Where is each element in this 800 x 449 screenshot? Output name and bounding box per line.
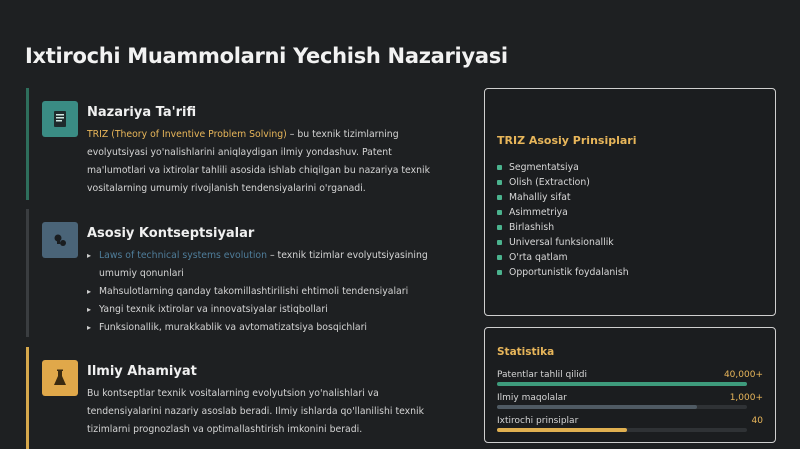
section-title: Asosiy Kontseptsiyalar [87, 226, 255, 241]
principle-item: Mahalliy sifat [497, 190, 629, 205]
stat-label: Ilmiy maqolalar [497, 393, 567, 403]
statistics-title: Statistika [497, 346, 555, 358]
stat-bar-fill [497, 382, 747, 386]
principle-item: Olish (Extraction) [497, 175, 629, 190]
stat-bar-fill [497, 428, 627, 432]
stat-articles [497, 393, 763, 415]
list-item [87, 301, 452, 319]
principle-item: O'rta qatlam [497, 250, 629, 265]
principles-title: TRIZ Asosiy Prinsiplari [497, 134, 637, 147]
list-item-text: Funksionallik, murakkablik va avtomatizatsiya bosqichlari [99, 322, 368, 333]
section-title: Nazariya Ta'rifi [87, 105, 197, 120]
list-item-text: – texnik tizimlar evolyutsiyasining umumiy qonunlari [99, 250, 428, 279]
stat-bar-fill [497, 405, 697, 409]
stat-label: Patentlar tahlil qilidi [497, 370, 587, 380]
list-item [87, 283, 452, 301]
section-body-text: Bu kontseptlar texnik vositalarning evolyutsion yo'nalishlari va tendensiyalarini nazariy asoslab beradi. Ilmiy ishlarda qo'llanilishi texnik tizimlarni prognozlash va optimallashtirish imkonini beradi. [87, 388, 425, 435]
section-bullets [87, 247, 452, 337]
triz-highlight: TRIZ (Theory of Inventive Problem Solving) [87, 129, 287, 140]
section-theory-definition [26, 88, 483, 200]
stat-label: Ixtirochi prinsiplar [497, 416, 579, 426]
list-item [87, 247, 452, 283]
list-item-text: Mahsulotlarning qanday takomillashtirilishi ehtimoli tendensiyalari [99, 286, 409, 297]
statistics-panel [484, 327, 776, 443]
stat-bar-track [497, 382, 747, 386]
principle-item: Universal funksionallik [497, 235, 629, 250]
section-body-text: – bu texnik tizimlarning evolyutsiyasi yo'nalishlarini aniqlaydigan ilmiy yondashuv. Patent ma'lumotlari va ixtirolar tahlili asosida ishlab chiqilgan bu nazariya texnik vositalarning umumiy rivojlanish tendensiyalarini o'rganadi. [87, 129, 430, 194]
book-icon [42, 101, 78, 137]
flask-icon [42, 360, 78, 396]
list-item [87, 319, 452, 337]
principles-panel [484, 88, 776, 316]
principle-item: Segmentatsiya [497, 160, 629, 175]
section-body [87, 126, 452, 198]
principle-item: Birlashish [497, 220, 629, 235]
puzzle-icon [42, 222, 78, 258]
stat-principles [497, 416, 763, 438]
principles-list [497, 160, 629, 280]
section-key-concepts [26, 209, 483, 337]
stat-bar-track [497, 405, 747, 409]
page-title: Ixtirochi Muammolarni Yechish Nazariyasi [25, 44, 508, 68]
list-item-text: Yangi texnik ixtirolar va innovatsiyalar istiqbollari [99, 304, 328, 315]
section-scientific-significance [26, 347, 483, 449]
principle-item: Opportunistik foydalanish [497, 265, 629, 280]
laws-highlight: Laws of technical systems evolution [99, 250, 267, 261]
stat-patents [497, 370, 763, 392]
stat-value: 40,000+ [723, 370, 763, 380]
principle-item: Asimmetriya [497, 205, 629, 220]
stat-value: 40 [751, 416, 763, 426]
stat-bar-track [497, 428, 747, 432]
stat-value: 1,000+ [729, 393, 763, 403]
section-title: Ilmiy Ahamiyat [87, 364, 197, 379]
